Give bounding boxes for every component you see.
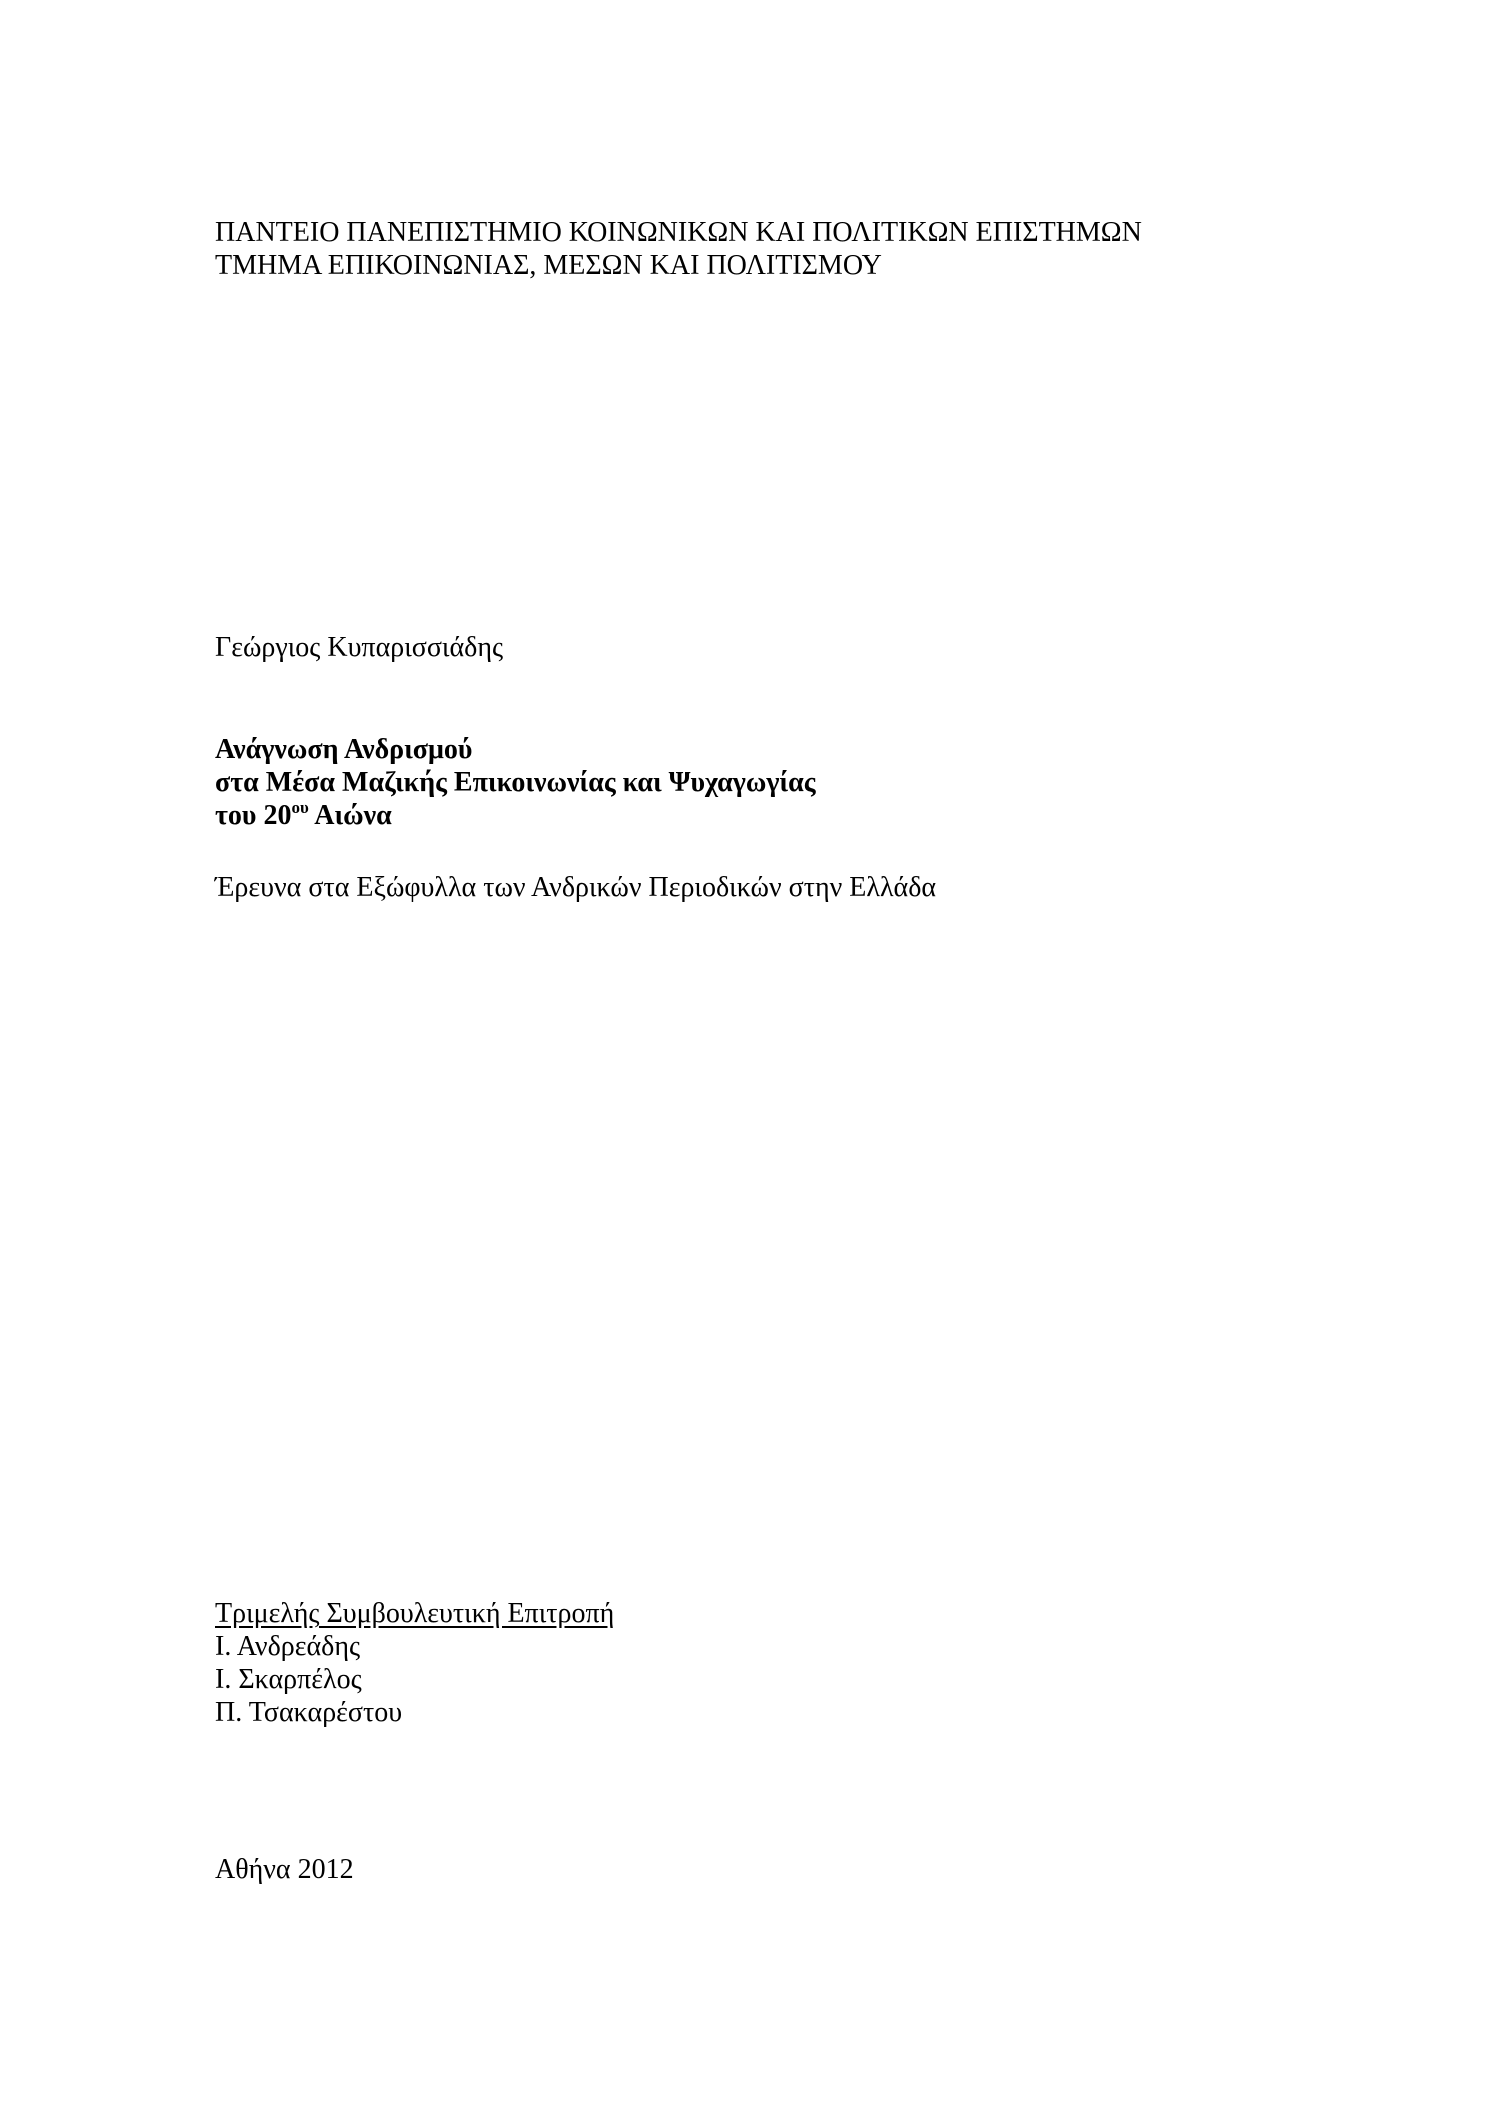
advisory-committee xyxy=(215,1597,614,1729)
place-year-text: Αθήνα 2012 xyxy=(215,1854,354,1885)
author-text: Γεώργιος Κυπαρισσιάδης xyxy=(215,632,504,663)
title-line-3-prefix: του 20 xyxy=(215,800,292,831)
place-and-year xyxy=(215,1853,354,1886)
thesis-subtitle xyxy=(215,871,936,904)
title-line-2: στα Μέσα Μαζικής Επικοινωνίας και Ψυχαγωγίας xyxy=(215,767,816,798)
committee-heading: Τριμελής Συμβουλευτική Επιτροπή xyxy=(215,1598,615,1629)
committee-member: Ι. Σκαρπέλος xyxy=(215,1664,362,1695)
university-name: ΠΑΝΤΕΙΟ ΠΑΝΕΠΙΣΤΗΜΙΟ ΚΟΙΝΩΝΙΚΩΝ ΚΑΙ ΠΟΛΙΤΙΚΩΝ ΕΠΙΣΤΗΜΩΝ xyxy=(215,217,1142,248)
institution-header xyxy=(215,216,1142,282)
thesis-title xyxy=(215,733,816,832)
subtitle-text: Έρευνα στα Εξώφυλλα των Ανδρικών Περιοδικών στην Ελλάδα xyxy=(215,872,937,903)
title-line-1: Ανάγνωση Ανδρισμού xyxy=(215,734,473,765)
department-name: ΤΜΗΜΑ ΕΠΙΚΟΙΝΩΝΙΑΣ, ΜΕΣΩΝ ΚΑΙ ΠΟΛΙΤΙΣΜΟΥ xyxy=(215,250,882,281)
title-line-3 xyxy=(215,799,816,832)
title-ordinal-superscript: ου xyxy=(291,798,309,817)
author-name xyxy=(215,631,503,664)
committee-member: Π. Τσακαρέστου xyxy=(215,1697,403,1728)
committee-member: Ι. Ανδρεάδης xyxy=(215,1631,361,1662)
title-line-3-suffix: Αιώνα xyxy=(308,800,392,831)
